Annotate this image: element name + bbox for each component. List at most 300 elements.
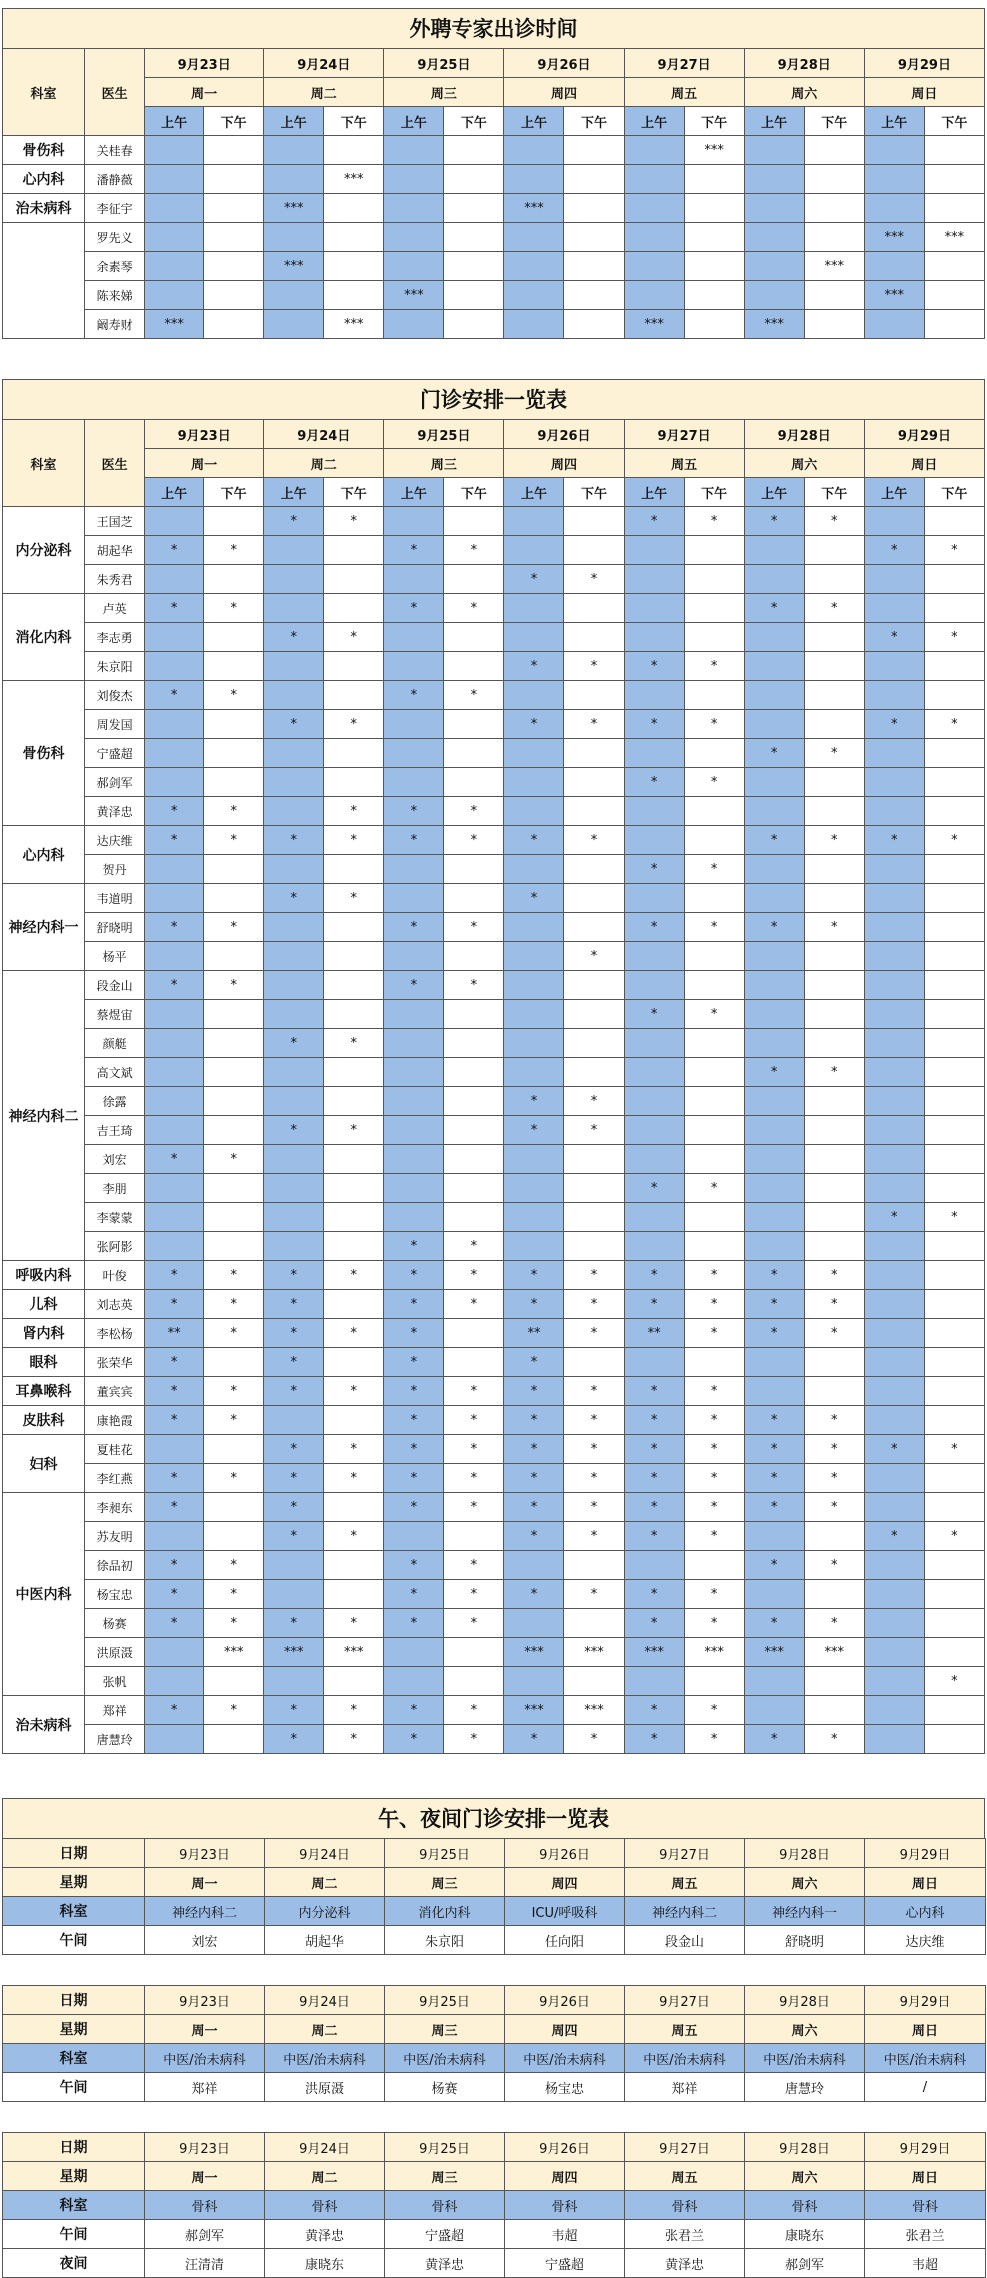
schedule-cell bbox=[744, 1348, 804, 1377]
schedule-cell: * bbox=[145, 1377, 204, 1406]
schedule-cell bbox=[444, 652, 504, 681]
schedule-cell bbox=[924, 252, 984, 281]
schedule-cell bbox=[804, 1580, 864, 1609]
schedule-cell bbox=[564, 1145, 624, 1174]
table-row bbox=[3, 971, 985, 1000]
schedule-cell: * bbox=[145, 1464, 204, 1493]
schedule-cell bbox=[204, 1116, 264, 1145]
schedule-cell: *** bbox=[684, 1638, 744, 1667]
schedule-cell bbox=[804, 136, 864, 165]
schedule-cell bbox=[744, 1667, 804, 1696]
schedule-cell: * bbox=[624, 1696, 684, 1725]
schedule-cell bbox=[924, 1145, 984, 1174]
pm-header: 下午 bbox=[804, 478, 864, 507]
schedule-cell: * bbox=[204, 536, 264, 565]
schedule-cell: * bbox=[504, 1580, 564, 1609]
schedule-cell: * bbox=[924, 1435, 984, 1464]
schedule-cell: * bbox=[264, 1435, 324, 1464]
schedule-cell bbox=[384, 1116, 444, 1145]
doctor-name: 张帆 bbox=[85, 1667, 145, 1696]
schedule-cell: * bbox=[264, 1725, 324, 1754]
date-header: 9月26日 bbox=[504, 420, 624, 449]
schedule-cell: * bbox=[145, 913, 204, 942]
schedule-cell: * bbox=[504, 1087, 564, 1116]
schedule-cell bbox=[384, 739, 444, 768]
schedule-cell bbox=[384, 165, 444, 194]
table-row bbox=[3, 165, 985, 194]
schedule-cell bbox=[564, 623, 624, 652]
schedule-cell bbox=[324, 652, 384, 681]
schedule-cell: * bbox=[924, 623, 984, 652]
schedule-cell bbox=[204, 855, 264, 884]
schedule-cell bbox=[145, 281, 204, 310]
schedule-cell: * bbox=[324, 1435, 384, 1464]
schedule-cell bbox=[864, 1000, 924, 1029]
schedule-cell bbox=[564, 1609, 624, 1638]
doctor-cell: 汪清清 bbox=[145, 2249, 265, 2278]
schedule-cell: *** bbox=[324, 1638, 384, 1667]
date-header: 9月27日 bbox=[624, 420, 744, 449]
date-cell: 9月29日 bbox=[865, 1986, 986, 2015]
shift-row bbox=[3, 2220, 986, 2249]
schedule-cell bbox=[324, 1493, 384, 1522]
doctor-name: 宁盛超 bbox=[85, 739, 145, 768]
schedule-cell bbox=[864, 1696, 924, 1725]
schedule-cell bbox=[264, 310, 324, 339]
pm-header: 下午 bbox=[204, 478, 264, 507]
schedule-cell: * bbox=[684, 1580, 744, 1609]
date-header: 9月29日 bbox=[864, 49, 984, 78]
schedule-cell bbox=[624, 1348, 684, 1377]
schedule-cell bbox=[384, 252, 444, 281]
schedule-cell: * bbox=[384, 826, 444, 855]
schedule-cell bbox=[744, 1087, 804, 1116]
schedule-cell: * bbox=[145, 797, 204, 826]
dept-cell: 心内科 bbox=[3, 826, 85, 884]
schedule-cell bbox=[564, 855, 624, 884]
schedule-cell: * bbox=[624, 1580, 684, 1609]
table-row bbox=[3, 1348, 985, 1377]
schedule-cell bbox=[504, 536, 564, 565]
schedule-cell bbox=[324, 739, 384, 768]
schedule-cell bbox=[624, 252, 684, 281]
schedule-cell bbox=[624, 1203, 684, 1232]
schedule-cell: * bbox=[744, 826, 804, 855]
schedule-cell bbox=[564, 884, 624, 913]
schedule-cell bbox=[624, 623, 684, 652]
schedule-cell bbox=[384, 223, 444, 252]
schedule-cell bbox=[384, 652, 444, 681]
schedule-cell bbox=[804, 681, 864, 710]
schedule-cell: * bbox=[264, 507, 324, 536]
schedule-cell bbox=[924, 768, 984, 797]
date-cell: 9月29日 bbox=[865, 1839, 986, 1868]
schedule-cell: * bbox=[684, 1319, 744, 1348]
schedule-cell: * bbox=[504, 1522, 564, 1551]
schedule-cell bbox=[444, 1029, 504, 1058]
schedule-cell: * bbox=[204, 913, 264, 942]
schedule-cell bbox=[504, 1145, 564, 1174]
doctor-name: 李昶东 bbox=[85, 1493, 145, 1522]
schedule-cell bbox=[204, 1348, 264, 1377]
schedule-cell: *** bbox=[744, 1638, 804, 1667]
schedule-cell bbox=[204, 165, 264, 194]
weekday-cell: 周三 bbox=[385, 2162, 505, 2191]
schedule-cell bbox=[684, 1348, 744, 1377]
doctor-header: 医生 bbox=[85, 420, 145, 507]
schedule-cell: * bbox=[204, 1464, 264, 1493]
weekday-header: 周六 bbox=[744, 78, 864, 107]
schedule-cell: * bbox=[324, 1464, 384, 1493]
date-cell: 9月23日 bbox=[145, 1986, 265, 2015]
schedule-cell bbox=[264, 1058, 324, 1087]
schedule-cell: * bbox=[264, 1348, 324, 1377]
schedule-cell bbox=[145, 223, 204, 252]
doctor-name: 张荣华 bbox=[85, 1348, 145, 1377]
schedule-cell: * bbox=[924, 1667, 984, 1696]
schedule-cell bbox=[864, 507, 924, 536]
schedule-cell bbox=[924, 1638, 984, 1667]
dept-cell: 消化内科 bbox=[3, 594, 85, 681]
schedule-cell bbox=[204, 1000, 264, 1029]
schedule-cell bbox=[744, 1377, 804, 1406]
schedule-cell bbox=[924, 565, 984, 594]
schedule-cell: * bbox=[744, 1609, 804, 1638]
schedule-cell: * bbox=[145, 1609, 204, 1638]
schedule-cell bbox=[804, 1696, 864, 1725]
schedule-cell bbox=[504, 1232, 564, 1261]
schedule-cell: * bbox=[145, 536, 204, 565]
schedule-cell: * bbox=[264, 710, 324, 739]
weekday-header: 周二 bbox=[264, 449, 384, 478]
schedule-cell bbox=[264, 1580, 324, 1609]
schedule-cell: *** bbox=[504, 1638, 564, 1667]
schedule-cell bbox=[444, 1116, 504, 1145]
schedule-cell: * bbox=[864, 1203, 924, 1232]
schedule-cell bbox=[504, 768, 564, 797]
table-row bbox=[3, 1232, 985, 1261]
schedule-cell: * bbox=[324, 1696, 384, 1725]
date-cell: 9月26日 bbox=[505, 1839, 625, 1868]
schedule-cell bbox=[624, 884, 684, 913]
weekday-cell: 周一 bbox=[145, 1868, 265, 1897]
doctor-name: 罗先义 bbox=[85, 223, 145, 252]
shift-label: 夜间 bbox=[3, 2249, 145, 2278]
table-row bbox=[3, 1290, 985, 1319]
am-header: 上午 bbox=[744, 478, 804, 507]
doctor-name: 李蒙蒙 bbox=[85, 1203, 145, 1232]
schedule-cell: * bbox=[744, 1406, 804, 1435]
schedule-cell bbox=[564, 681, 624, 710]
schedule-cell: * bbox=[264, 1377, 324, 1406]
schedule-cell: * bbox=[145, 594, 204, 623]
schedule-cell bbox=[684, 971, 744, 1000]
table-row bbox=[3, 1174, 985, 1203]
dept-cell: 骨科 bbox=[865, 2191, 986, 2220]
schedule-cell bbox=[624, 194, 684, 223]
schedule-cell bbox=[264, 165, 324, 194]
schedule-cell bbox=[204, 1087, 264, 1116]
schedule-cell: * bbox=[264, 1696, 324, 1725]
schedule-cell bbox=[145, 623, 204, 652]
schedule-cell: *** bbox=[384, 281, 444, 310]
schedule-cell: * bbox=[564, 1580, 624, 1609]
am-header: 上午 bbox=[744, 107, 804, 136]
schedule-cell: *** bbox=[264, 1638, 324, 1667]
date-header: 9月24日 bbox=[264, 420, 384, 449]
schedule-cell bbox=[804, 310, 864, 339]
schedule-cell bbox=[264, 1087, 324, 1116]
schedule-cell bbox=[564, 1058, 624, 1087]
schedule-cell: * bbox=[564, 1290, 624, 1319]
schedule-cell bbox=[864, 884, 924, 913]
schedule-cell bbox=[324, 1348, 384, 1377]
schedule-cell bbox=[684, 194, 744, 223]
pm-header: 下午 bbox=[444, 107, 504, 136]
am-header: 上午 bbox=[384, 478, 444, 507]
schedule-cell: * bbox=[564, 1377, 624, 1406]
schedule-cell: *** bbox=[145, 310, 204, 339]
schedule-cell: * bbox=[684, 710, 744, 739]
schedule-cell bbox=[324, 768, 384, 797]
schedule-cell bbox=[204, 1232, 264, 1261]
schedule-cell bbox=[924, 739, 984, 768]
table-row bbox=[3, 1464, 985, 1493]
dept-cell: ICU/呼吸科 bbox=[505, 1897, 625, 1926]
doctor-cell: 唐慧玲 bbox=[745, 2073, 865, 2102]
pm-header: 下午 bbox=[564, 107, 624, 136]
am-header: 上午 bbox=[264, 478, 324, 507]
table-row bbox=[3, 594, 985, 623]
schedule-cell: * bbox=[804, 1725, 864, 1754]
schedule-cell bbox=[924, 1058, 984, 1087]
schedule-cell bbox=[504, 136, 564, 165]
schedule-cell bbox=[504, 1058, 564, 1087]
doctor-name: 黄泽忠 bbox=[85, 797, 145, 826]
schedule-cell bbox=[264, 223, 324, 252]
schedule-cell bbox=[864, 252, 924, 281]
schedule-cell: * bbox=[444, 1551, 504, 1580]
schedule-cell bbox=[324, 1174, 384, 1203]
schedule-cell bbox=[324, 1058, 384, 1087]
schedule-cell bbox=[624, 281, 684, 310]
schedule-cell: * bbox=[444, 681, 504, 710]
schedule-cell bbox=[444, 710, 504, 739]
schedule-cell: * bbox=[564, 1522, 624, 1551]
schedule-cell: * bbox=[204, 1406, 264, 1435]
schedule-cell bbox=[744, 1232, 804, 1261]
schedule-cell: * bbox=[204, 971, 264, 1000]
schedule-cell: * bbox=[744, 1464, 804, 1493]
schedule-cell bbox=[684, 797, 744, 826]
dept-cell: 骨科 bbox=[385, 2191, 505, 2220]
schedule-cell bbox=[924, 281, 984, 310]
schedule-cell bbox=[804, 536, 864, 565]
schedule-cell bbox=[924, 1377, 984, 1406]
schedule-cell bbox=[444, 507, 504, 536]
schedule-cell bbox=[864, 1377, 924, 1406]
dept-cell: 中医/治未病科 bbox=[745, 2044, 865, 2073]
schedule-cell: * bbox=[504, 826, 564, 855]
dept-cell: 中医/治未病科 bbox=[865, 2044, 986, 2073]
doctor-name: 李朋 bbox=[85, 1174, 145, 1203]
schedule-cell: * bbox=[204, 1609, 264, 1638]
schedule-cell bbox=[324, 855, 384, 884]
dept-label: 科室 bbox=[3, 2191, 145, 2220]
schedule-cell bbox=[684, 536, 744, 565]
schedule-cell bbox=[804, 652, 864, 681]
schedule-cell: * bbox=[504, 1493, 564, 1522]
schedule-cell bbox=[684, 252, 744, 281]
schedule-cell bbox=[145, 710, 204, 739]
schedule-cell bbox=[864, 1319, 924, 1348]
schedule-cell: * bbox=[564, 1464, 624, 1493]
schedule-cell: * bbox=[744, 1261, 804, 1290]
schedule-cell: * bbox=[324, 1377, 384, 1406]
doctor-cell: 黄泽忠 bbox=[385, 2249, 505, 2278]
schedule-cell bbox=[924, 165, 984, 194]
schedule-cell: * bbox=[624, 652, 684, 681]
doctor-cell: 郝剑军 bbox=[145, 2220, 265, 2249]
schedule-cell bbox=[864, 768, 924, 797]
schedule-cell bbox=[264, 565, 324, 594]
schedule-cell bbox=[564, 194, 624, 223]
schedule-cell bbox=[204, 194, 264, 223]
table-row bbox=[3, 252, 985, 281]
schedule-cell bbox=[324, 136, 384, 165]
schedule-cell: *** bbox=[924, 223, 984, 252]
doctor-name: 蔡煜宙 bbox=[85, 1000, 145, 1029]
schedule-cell: * bbox=[744, 594, 804, 623]
schedule-cell bbox=[384, 1087, 444, 1116]
date-header: 9月24日 bbox=[264, 49, 384, 78]
dept-cell: 内分泌科 bbox=[3, 507, 85, 594]
doctor-name: 董宾宾 bbox=[85, 1377, 145, 1406]
schedule-cell bbox=[384, 942, 444, 971]
schedule-cell: * bbox=[684, 1493, 744, 1522]
schedule-cell bbox=[264, 913, 324, 942]
schedule-cell bbox=[744, 136, 804, 165]
schedule-cell bbox=[145, 1232, 204, 1261]
schedule-cell bbox=[324, 565, 384, 594]
table-row bbox=[3, 681, 985, 710]
schedule-cell: * bbox=[744, 739, 804, 768]
schedule-cell: * bbox=[624, 1174, 684, 1203]
doctor-name: 周发国 bbox=[85, 710, 145, 739]
schedule-cell bbox=[864, 1493, 924, 1522]
schedule-cell: * bbox=[864, 710, 924, 739]
schedule-cell bbox=[744, 1116, 804, 1145]
schedule-cell bbox=[744, 165, 804, 194]
expert-schedule-section bbox=[2, 8, 985, 339]
schedule-cell: * bbox=[204, 594, 264, 623]
schedule-cell: * bbox=[384, 594, 444, 623]
schedule-cell bbox=[864, 1464, 924, 1493]
schedule-cell bbox=[204, 1522, 264, 1551]
schedule-cell bbox=[924, 1290, 984, 1319]
table-row bbox=[3, 1667, 985, 1696]
schedule-cell: * bbox=[145, 1348, 204, 1377]
schedule-cell bbox=[684, 942, 744, 971]
schedule-cell bbox=[504, 281, 564, 310]
schedule-cell bbox=[624, 681, 684, 710]
schedule-cell: * bbox=[504, 652, 564, 681]
dept-cell: 治未病科 bbox=[3, 1696, 85, 1754]
doctor-cell: 张君兰 bbox=[625, 2220, 745, 2249]
schedule-cell bbox=[384, 1203, 444, 1232]
schedule-cell bbox=[924, 1232, 984, 1261]
doctor-name: 潘静薇 bbox=[85, 165, 145, 194]
schedule-cell bbox=[804, 1000, 864, 1029]
weekday-header: 周二 bbox=[264, 78, 384, 107]
schedule-cell: * bbox=[384, 1406, 444, 1435]
shift-label: 午间 bbox=[3, 2220, 145, 2249]
schedule-cell bbox=[864, 165, 924, 194]
schedule-cell: * bbox=[444, 826, 504, 855]
schedule-cell bbox=[864, 1116, 924, 1145]
schedule-cell: * bbox=[504, 1725, 564, 1754]
schedule-cell: * bbox=[204, 1261, 264, 1290]
schedule-cell bbox=[624, 1145, 684, 1174]
schedule-cell bbox=[204, 310, 264, 339]
am-header: 上午 bbox=[145, 107, 204, 136]
schedule-cell bbox=[924, 971, 984, 1000]
pm-header: 下午 bbox=[684, 107, 744, 136]
dept-cell: 神经内科一 bbox=[3, 884, 85, 971]
schedule-cell bbox=[924, 1029, 984, 1058]
dept-cell: 骨科 bbox=[265, 2191, 385, 2220]
weekday-cell: 周六 bbox=[745, 2162, 865, 2191]
schedule-cell bbox=[864, 681, 924, 710]
schedule-cell bbox=[444, 623, 504, 652]
schedule-cell: * bbox=[384, 1290, 444, 1319]
schedule-cell: * bbox=[324, 884, 384, 913]
schedule-cell: * bbox=[444, 1580, 504, 1609]
pm-header: 下午 bbox=[204, 107, 264, 136]
pm-header: 下午 bbox=[324, 107, 384, 136]
schedule-cell bbox=[384, 1667, 444, 1696]
schedule-cell bbox=[444, 223, 504, 252]
schedule-cell bbox=[744, 565, 804, 594]
schedule-cell bbox=[624, 136, 684, 165]
schedule-cell bbox=[564, 1667, 624, 1696]
schedule-cell bbox=[624, 1232, 684, 1261]
schedule-cell bbox=[145, 1116, 204, 1145]
schedule-cell bbox=[264, 1203, 324, 1232]
weekday-cell: 周五 bbox=[625, 2162, 745, 2191]
doctor-cell: 康晓东 bbox=[745, 2220, 865, 2249]
schedule-cell: * bbox=[384, 1551, 444, 1580]
am-header: 上午 bbox=[624, 478, 684, 507]
doctor-name: 胡起华 bbox=[85, 536, 145, 565]
schedule-cell: * bbox=[264, 1609, 324, 1638]
schedule-cell: * bbox=[204, 1551, 264, 1580]
dept-cell: 骨伤科 bbox=[3, 136, 85, 165]
outpatient-schedule-title: 门诊安排一览表 bbox=[2, 379, 985, 419]
weekday-cell: 周一 bbox=[145, 2162, 265, 2191]
date-cell: 9月26日 bbox=[505, 2133, 625, 2162]
doctor-name: 关桂春 bbox=[85, 136, 145, 165]
doctor-name: 朱京阳 bbox=[85, 652, 145, 681]
schedule-cell: * bbox=[264, 1464, 324, 1493]
schedule-cell: * bbox=[204, 1319, 264, 1348]
schedule-cell bbox=[804, 942, 864, 971]
schedule-cell: * bbox=[444, 1609, 504, 1638]
schedule-cell bbox=[324, 1290, 384, 1319]
schedule-cell bbox=[504, 1551, 564, 1580]
schedule-cell bbox=[444, 252, 504, 281]
schedule-cell bbox=[744, 281, 804, 310]
